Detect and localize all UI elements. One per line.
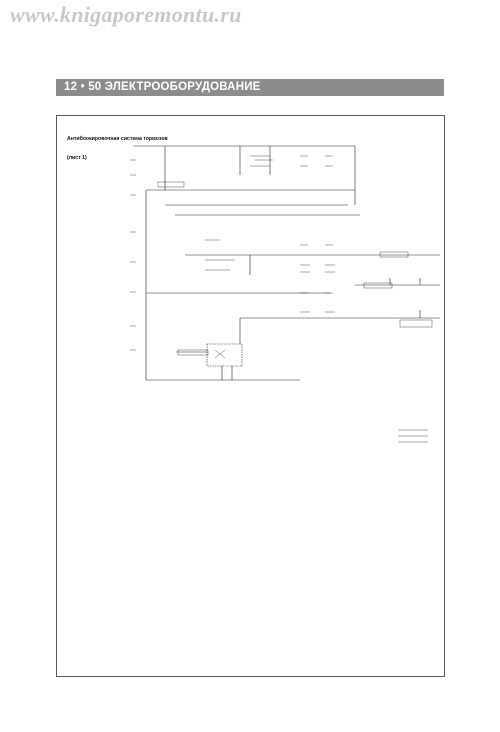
site-watermark: www.knigaporemontu.ru [10,2,242,27]
connector-block [178,350,208,355]
connector-block [400,320,432,327]
diagram-title-line2: (лист 1) [67,155,87,162]
connector-block [158,182,184,187]
connector-block [364,283,392,288]
section-header-title: 12 • 50 ЭЛЕКТРООБОРУДОВАНИЕ [64,81,261,93]
diagram-title-line1: Антиблокировочная система тормозов [67,136,168,143]
connector-block [380,252,408,257]
component-box [207,344,242,366]
